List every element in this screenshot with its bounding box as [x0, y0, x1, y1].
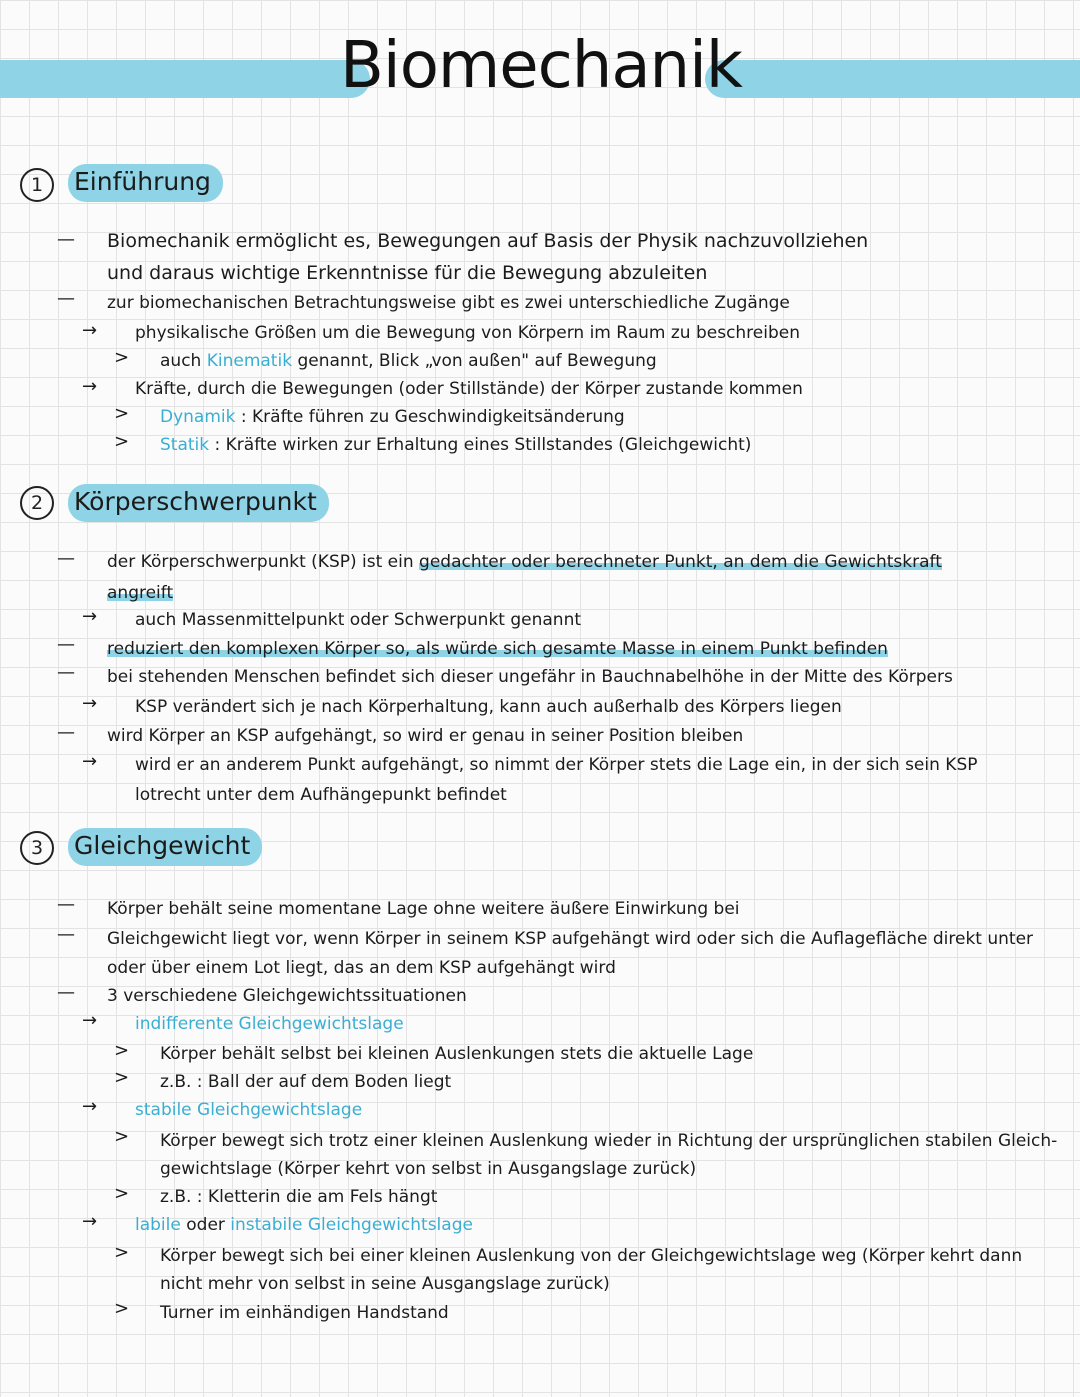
list-marker: →	[82, 606, 98, 627]
list-marker: >	[114, 1242, 130, 1263]
text-fragment: : Kräfte führen zu Geschwindigkeitsänderung	[235, 407, 625, 427]
list-item: gewichtslage (Körper kehrt von selbst in Ausgangslage zurück)	[160, 1159, 697, 1179]
section-number-3: 3	[20, 831, 54, 865]
term-stabile-gleichgewichtslage: stabile Gleichgewichtslage	[135, 1100, 363, 1120]
list-item: Biomechanik ermöglicht es, Bewegungen auf Basis der Physik nachzuvollziehen	[107, 230, 869, 252]
list-item: wird er an anderem Punkt aufgehängt, so nimmt der Körper stets die Lage ein, in der sich sein KSP	[135, 755, 978, 775]
section-number-2: 2	[20, 486, 54, 520]
list-marker: >	[114, 347, 130, 368]
section-heading-koerperschwerpunkt: Körperschwerpunkt	[68, 484, 329, 522]
page-title: Biomechanik	[340, 29, 742, 103]
list-item: KSP verändert sich je nach Körperhaltung, kann auch außerhalb des Körpers liegen	[135, 697, 842, 717]
list-marker: —	[57, 924, 75, 945]
list-marker: >	[114, 1040, 130, 1061]
list-marker: —	[57, 634, 75, 655]
list-item	[107, 582, 173, 604]
list-item: oder über einem Lot liegt, das an dem KSP aufgehängt wird	[107, 958, 616, 978]
term-indifferente-gleichgewichtslage: indifferente Gleichgewichtslage	[135, 1014, 404, 1034]
highlighted-definition: gedachter oder berechneter Punkt, an dem die Gewichtskraft	[419, 552, 942, 572]
list-item	[135, 1214, 473, 1236]
section-heading-einfuehrung: Einführung	[68, 164, 223, 202]
text-fragment: auch	[160, 351, 207, 371]
list-item: 3 verschiedene Gleichgewichtssituationen	[107, 986, 467, 1006]
list-marker: —	[57, 722, 75, 743]
title-bar-left	[0, 60, 370, 98]
list-item	[160, 350, 657, 372]
text-fragment: genannt, Blick „von außen" auf Bewegung	[292, 351, 657, 371]
list-marker: >	[114, 1067, 130, 1088]
text-fragment: : Kräfte wirken zur Erhaltung eines Stillstandes (Gleichgewicht)	[209, 435, 752, 455]
list-marker: →	[82, 320, 98, 341]
section-number-1: 1	[20, 168, 54, 202]
list-item: Körper behält seine momentane Lage ohne weitere äußere Einwirkung bei	[107, 899, 740, 919]
list-item: lotrecht unter dem Aufhängepunkt befindet	[135, 785, 507, 805]
list-item: z.B. : Ball der auf dem Boden liegt	[160, 1072, 452, 1092]
list-marker: —	[57, 982, 75, 1003]
list-marker: >	[114, 431, 130, 452]
list-marker: >	[114, 1126, 130, 1147]
text-fragment: der Körperschwerpunkt (KSP) ist ein	[107, 552, 420, 572]
list-marker: →	[82, 1211, 98, 1232]
term-labile: labile	[135, 1215, 181, 1235]
list-item: Turner im einhändigen Handstand	[160, 1303, 449, 1323]
list-item: Körper behält selbst bei kleinen Auslenkungen stets die aktuelle Lage	[160, 1044, 754, 1064]
list-marker: →	[82, 751, 98, 772]
list-item: und daraus wichtige Erkenntnisse für die Bewegung abzuleiten	[107, 262, 708, 284]
list-marker: →	[82, 1010, 98, 1031]
title-bar-right	[705, 60, 1080, 98]
list-item: Körper bewegt sich bei einer kleinen Auslenkung von der Gleichgewichtslage weg (Körper kehrt dann	[160, 1246, 1023, 1266]
term-kinematik: Kinematik	[206, 351, 293, 371]
highlighted-statement: reduziert den komplexen Körper so, als würde sich gesamte Masse in einem Punkt befinden	[107, 639, 888, 659]
list-item	[107, 638, 888, 660]
list-item: nicht mehr von selbst in seine Ausgangslage zurück)	[160, 1274, 610, 1294]
list-marker: —	[57, 894, 75, 915]
section-heading-gleichgewicht: Gleichgewicht	[68, 828, 262, 866]
list-item: zur biomechanischen Betrachtungsweise gibt es zwei unterschiedliche Zugänge	[107, 293, 790, 313]
term-statik: Statik	[160, 435, 210, 455]
list-marker: →	[82, 376, 98, 397]
list-marker: —	[57, 548, 75, 569]
list-marker: →	[82, 693, 98, 714]
list-item: Kräfte, durch die Bewegungen (oder Stillstände) der Körper zustande kommen	[135, 379, 803, 399]
list-marker: —	[57, 229, 75, 250]
list-marker: >	[114, 403, 130, 424]
list-marker: >	[114, 1183, 130, 1204]
list-marker: —	[57, 288, 75, 309]
list-marker: →	[82, 1096, 98, 1117]
list-item: bei stehenden Menschen befindet sich dieser ungefähr in Bauchnabelhöhe in der Mitte des Körpers	[107, 667, 953, 687]
list-item: z.B. : Kletterin die am Fels hängt	[160, 1187, 438, 1207]
highlighted-definition: angreift	[107, 583, 174, 603]
list-item: physikalische Größen um die Bewegung von Körpern im Raum zu beschreiben	[135, 323, 801, 343]
list-item	[160, 434, 751, 456]
term-instabile-gleichgewichtslage: instabile Gleichgewichtslage	[230, 1215, 473, 1235]
list-item: Gleichgewicht liegt vor, wenn Körper in seinem KSP aufgehängt wird oder sich die Auflagefläche direkt unter	[107, 929, 1034, 949]
list-marker: —	[57, 662, 75, 683]
term-dynamik: Dynamik	[160, 407, 236, 427]
list-item: auch Massenmittelpunkt oder Schwerpunkt genannt	[135, 610, 582, 630]
list-item	[160, 406, 625, 428]
list-marker: >	[114, 1298, 130, 1319]
list-item: Körper bewegt sich trotz einer kleinen Auslenkung wieder in Richtung der ursprünglichen stabilen Gleich-	[160, 1131, 1058, 1151]
list-item: wird Körper an KSP aufgehängt, so wird er genau in seiner Position bleiben	[107, 726, 744, 746]
list-item	[107, 551, 942, 573]
text-fragment: oder	[180, 1215, 231, 1235]
